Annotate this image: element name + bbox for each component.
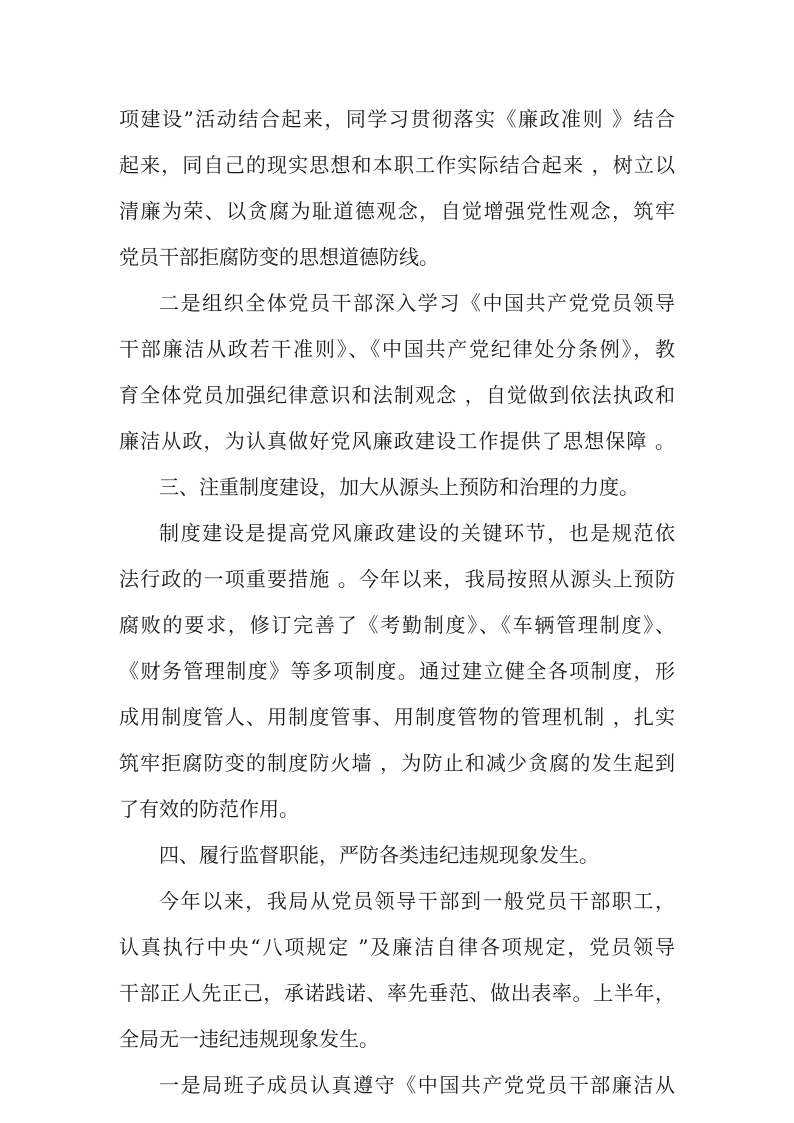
text-line: 腐败的要求，修订完善了《考勤制度》、《车辆管理制度》、 <box>119 613 675 637</box>
text-line: 育全体党员加强纪律意识和法制观念 ，自觉做到依法执政和 <box>119 383 675 407</box>
text-line: 了有效的防范作用。 <box>119 797 299 821</box>
text-line: 法行政的一项重要措施 。今年以来，我局按照从源头上预防 <box>119 567 675 591</box>
paragraph-start: 一是局班子成员认真遵守《中国共产党党员干部廉洁从 <box>159 1073 675 1097</box>
text-line: 《财务管理制度》等多项制度。通过建立健全各项制度，形 <box>119 659 675 683</box>
section-heading: 三、注重制度建设，加大从源头上预防和治理的力度。 <box>159 475 639 499</box>
paragraph-start: 今年以来，我局从党员领导干部到一般党员干部职工， <box>159 889 675 913</box>
text-line: 党员干部拒腐防变的思想道德防线。 <box>119 245 439 269</box>
text-line: 项建设”活动结合起来，同学习贯彻落实《廉政准则 》结合 <box>119 107 675 131</box>
paragraph-start: 二是组织全体党员干部深入学习《中国共产党党员领导 <box>159 291 675 315</box>
text-line: 起来，同自己的现实思想和本职工作实际结合起来 ，树立以 <box>119 153 675 177</box>
text-line: 干部廉洁从政若干准则》、《中国共产党纪律处分条例》，教 <box>119 337 675 361</box>
text-line: 筑牢拒腐防变的制度防火墙 ，为防止和减少贪腐的发生起到 <box>119 751 675 775</box>
text-line: 认真执行中央“八项规定 ”及廉洁自律各项规定，党员领导 <box>119 935 675 959</box>
text-line: 廉洁从政，为认真做好党风廉政建设工作提供了思想保障 。 <box>119 429 675 453</box>
text-line: 清廉为荣、以贪腐为耻道德观念，自觉增强党性观念，筑牢 <box>119 199 675 223</box>
paragraph-start: 制度建设是提高党风廉政建设的关键环节，也是规范依 <box>159 521 675 545</box>
text-line: 成用制度管人、用制度管事、用制度管物的管理机制 ，扎实 <box>119 705 675 729</box>
section-heading: 四、履行监督职能，严防各类违纪违规现象发生。 <box>159 843 599 867</box>
text-line: 全局无一违纪违规现象发生。 <box>119 1027 379 1051</box>
text-line: 干部正人先正己，承诺践诺、率先垂范、做出表率。上半年， <box>119 981 675 1005</box>
